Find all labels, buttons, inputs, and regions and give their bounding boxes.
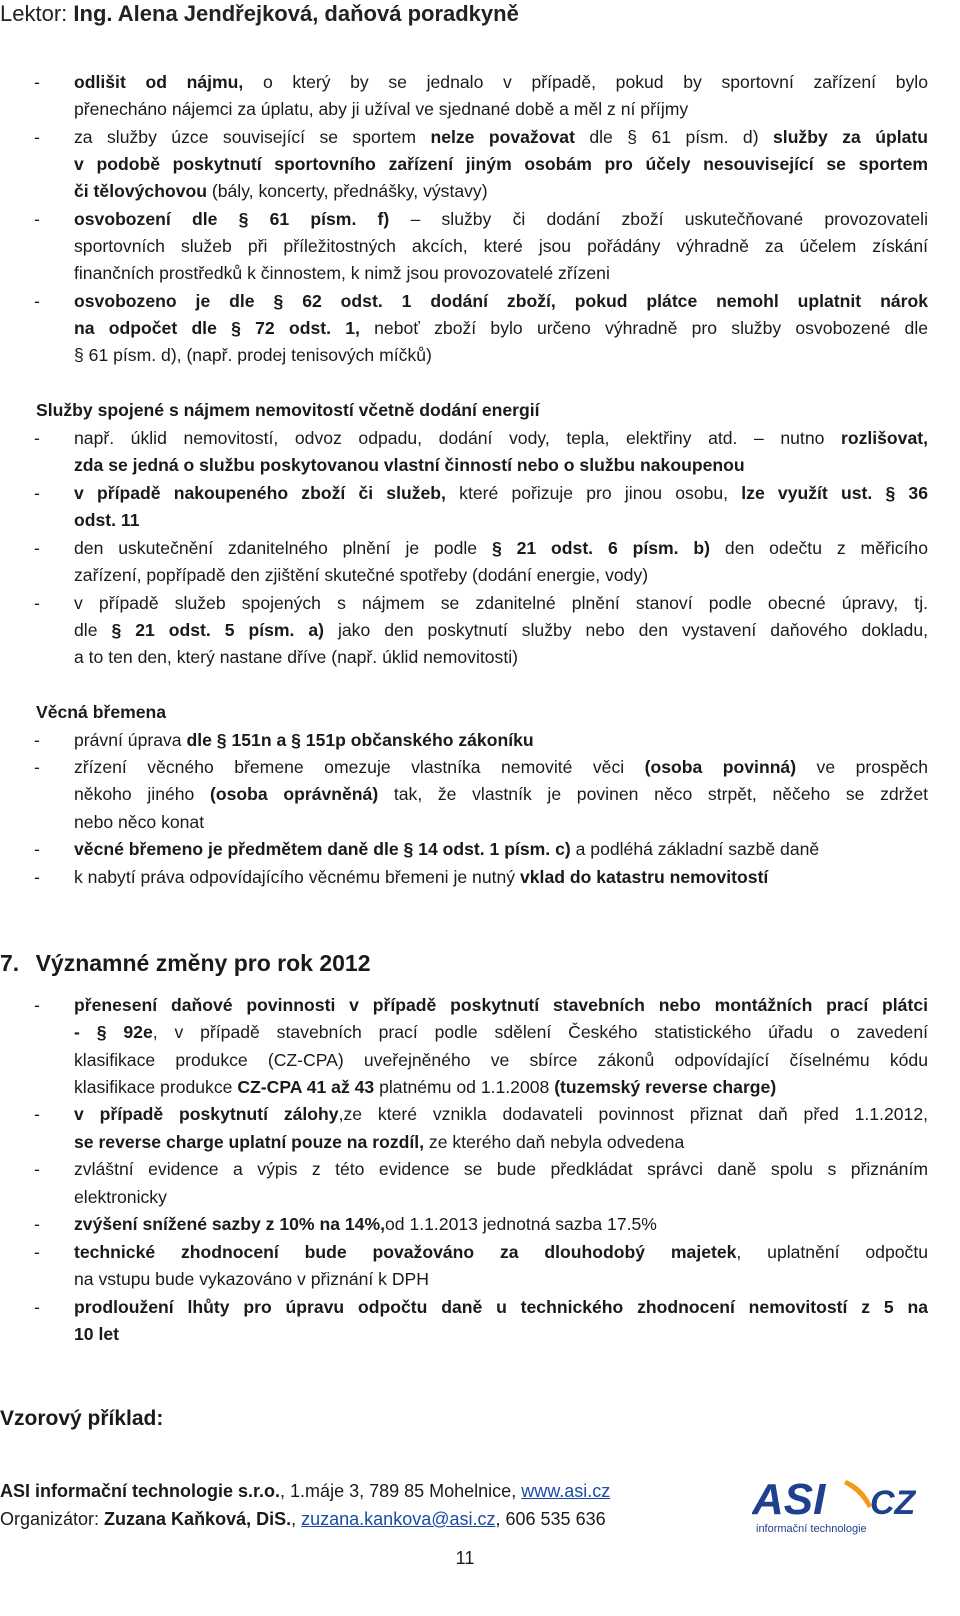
bullet-dash: - (34, 995, 40, 1015)
footer-company-line (0, 1477, 610, 1505)
bullet-dash: - (34, 428, 40, 448)
text-run: ze kterého daň nebyla odvedena (424, 1132, 685, 1152)
text-run: k nabytí práva odpovídajícího věcnému břemeni je nutný (74, 867, 520, 887)
bold-run: se reverse charge uplatní pouze na rozdíl, (74, 1132, 425, 1152)
paragraph-line (74, 991, 928, 1019)
bold-run: (tuzemský reverse charge) (554, 1077, 777, 1097)
paragraph-line (74, 753, 928, 781)
paragraph-line (74, 1293, 928, 1321)
bullet-dash: - (34, 593, 40, 613)
section-number: 7. (0, 950, 20, 976)
bold-run: technické zhodnocení bude považováno za dlouhodobý majetek (74, 1242, 737, 1262)
section-title: Významné změny pro rok 2012 (35, 950, 371, 976)
paragraph-line (74, 1183, 928, 1211)
text-run: § 61 písm. d), (např. prodej tenisových míčků) (74, 345, 432, 365)
bold-run: § 21 odst. 5 písm. a) (111, 620, 325, 640)
bold-run: na odpočet dle § 72 odst. 1, (74, 318, 360, 338)
text-run: den uskutečnění zdanitelného plnění je podle (74, 538, 492, 558)
text-run: které pořizuje pro jinou osobu, (445, 483, 742, 503)
footer-company: ASI informační technologie s.r.o. (0, 1481, 281, 1501)
paragraph-line (74, 314, 928, 342)
bold-run: CZ-CPA 41 až 43 (237, 1077, 375, 1097)
text-run: zvláštní evidence a výpis z této evidence se bude předkládat správci daně spolu s přiznáním (74, 1159, 928, 1179)
paragraph-line (74, 534, 928, 562)
paragraph-line (74, 479, 928, 507)
bullet-dash: - (34, 209, 40, 229)
text-run: , uplatnění odpočtu (736, 1242, 928, 1262)
text-run: např. úklid nemovitostí, odvoz odpadu, dodání vody, tepla, elektřiny atd. – nutno (74, 428, 841, 448)
section-heading-bremena: Věcná břemena (36, 702, 167, 722)
bold-run: zda se jedná o službu poskytovanou vlastní činností nebo o službu nakoupenou (74, 455, 745, 475)
section-heading-najem: Služby spojené s nájmem nemovitostí včetně dodání energií (36, 400, 540, 420)
text-run: platnému od 1.1.2008 (374, 1077, 555, 1097)
text-run: elektronicky (74, 1187, 167, 1207)
text-run: dle (74, 620, 112, 640)
bullet-dash: - (34, 867, 40, 887)
text-run: přenecháno nájemci za úplatu, aby ji užíval ve sjednané době a měl z ní příjmy (74, 99, 689, 119)
lector-name: Ing. Alena Jendřejková, daňová poradkyně (73, 1, 519, 26)
text-run: právní úprava (74, 730, 187, 750)
paragraph-line (74, 95, 928, 123)
paragraph-line (74, 863, 928, 891)
text-run: ve prospěch (796, 757, 928, 777)
paragraph-line (74, 726, 928, 754)
paragraph-line (74, 808, 928, 836)
footer-phone: , 606 535 636 (495, 1509, 606, 1529)
text-run: (bály, koncerty, přednášky, výstavy) (206, 181, 488, 201)
bullet-dash: - (34, 1242, 40, 1262)
text-run: , v případě stavebních prací podle sdělení Českého statistického úřadu o zavedení (152, 1022, 928, 1042)
bullet-dash: - (34, 483, 40, 503)
paragraph-line (74, 780, 928, 808)
bullet-dash: - (34, 1159, 40, 1179)
paragraph-line (74, 1320, 928, 1348)
logo-cz-text: CZ (870, 1484, 916, 1522)
bold-run: v podobě poskytnutí sportovního zařízení jiným osobám pro účely nesouvisející se sportem (74, 154, 928, 174)
text-run: zařízení, popřípadě den zjištění skutečné spotřeby (dodání energie, vody) (74, 565, 649, 585)
paragraph-line (74, 424, 928, 452)
bullet-dash: - (34, 1104, 40, 1124)
footer-web-link[interactable]: www.asi.cz (521, 1481, 611, 1501)
paragraph-line (74, 643, 928, 671)
bold-run: odst. 11 (74, 510, 140, 530)
bold-run: věcné břemeno je předmětem daně dle § 14 odst. 1 písm. c) (74, 839, 571, 859)
paragraph-line (74, 259, 928, 287)
bullet-dash: - (34, 1214, 40, 1234)
text-run: v případě služeb spojených s nájmem se zdanitelné plnění stanoví podle obecné úpravy, tj. (74, 593, 928, 613)
logo-swoosh (844, 1480, 872, 1508)
bold-run: - § 92e (74, 1022, 153, 1042)
bullet-dash: - (34, 72, 40, 92)
paragraph-line (74, 341, 928, 369)
text-run: dle § 61 písm. d) (574, 127, 774, 147)
bullet-dash: - (34, 538, 40, 558)
text-run: zřízení věcného břemene omezuje vlastníka nemovité věci (74, 757, 645, 777)
paragraph-line (74, 1073, 928, 1101)
paragraph-line (74, 68, 928, 96)
paragraph-line (74, 1155, 928, 1183)
section-7-title (0, 948, 371, 978)
bullet-dash: - (34, 1297, 40, 1317)
text-run: jako den poskytnutí služby nebo den vystavení daňového dokladu, (324, 620, 928, 640)
paragraph-line (74, 835, 928, 863)
text-run: a podléhá základní sazbě daně (570, 839, 820, 859)
paragraph-line (74, 1265, 928, 1293)
paragraph-line (74, 177, 928, 205)
text-run: – služby či dodání zboží uskutečňované provozovateli (389, 209, 928, 229)
paragraph-line (74, 1100, 928, 1128)
bold-run: rozlišovat, (840, 428, 928, 448)
text-run: den odečtu z měřicího (710, 538, 928, 558)
bold-run: osvobozeno je dle § 62 odst. 1 dodání zboží, pokud plátce nemohl uplatnit nárok (74, 291, 928, 311)
bold-run: lze využít ust. § 36 (741, 483, 928, 503)
paragraph-line (74, 561, 928, 589)
bullet-dash: - (34, 839, 40, 859)
paragraph-line (74, 123, 928, 151)
logo-main-text: ASI (752, 1475, 826, 1524)
bold-run: (osoba povinná) (644, 757, 797, 777)
text-run: o který by se jednalo v případě, pokud by sportovní zařízení bylo (243, 72, 928, 92)
bold-run: prodloužení lhůty pro úpravu odpočtu daně u technického zhodnocení nemovitostí z 5 na (74, 1297, 928, 1317)
paragraph-line (74, 1046, 928, 1074)
text-run: tak, že vlastník je povinen něco strpět, něčeho se zdržet (378, 784, 928, 804)
footer-address: , 1.máje 3, 789 85 Mohelnice, (280, 1481, 522, 1501)
paragraph-line (74, 589, 928, 617)
bold-run: v případě nakoupeného zboží či služeb, (74, 483, 446, 503)
paragraph-line (74, 1128, 928, 1156)
paragraph-line (74, 451, 928, 479)
text-run: někoho jiného (74, 784, 211, 804)
text-run: ,ze které vznikla dodavateli povinnost přiznat daň před 1.1.2012, (338, 1104, 928, 1124)
paragraph-line (74, 232, 928, 260)
paragraph-line (74, 1018, 928, 1046)
paragraph-line (74, 1210, 928, 1238)
text-run: za služby úzce související se sportem (74, 127, 431, 147)
text-run: neboť zboží bylo určeno výhradně pro služby osvobozené dle (359, 318, 928, 338)
text-run: od 1.1.2013 jednotná sazba 17.5% (384, 1214, 657, 1234)
text-run: finančních prostředků k činnostem, k nimž jsou provozovatelé zřízeni (74, 263, 610, 283)
bullet-dash: - (34, 291, 40, 311)
paragraph-line (74, 205, 928, 233)
bold-run: § 21 odst. 6 písm. b) (491, 538, 711, 558)
paragraph-line (74, 506, 928, 534)
bold-run: dle § 151n a § 151p občanského zákoníku (186, 730, 534, 750)
bold-run: přenesení daňové povinnosti v případě poskytnutí stavebních nebo montážních prací plátci (74, 995, 928, 1015)
bold-run: osvobození dle § 61 písm. f) (74, 209, 390, 229)
text-run: a to ten den, který nastane dříve (např. úklid nemovitosti) (74, 647, 518, 667)
footer-email-link[interactable]: zuzana.kankova@asi.cz (301, 1509, 496, 1529)
text-run: klasifikace produkce (CZ-CPA) uveřejněného ve sbírce zákonů odpovídající číselnému kódu (74, 1050, 928, 1070)
paragraph-line (74, 1238, 928, 1266)
paragraph-line (74, 616, 928, 644)
example-heading: Vzorový příklad: (0, 1407, 164, 1430)
bold-run: 10 let (74, 1324, 119, 1344)
paragraph-line (74, 287, 928, 315)
bold-run: služby za úplatu (773, 127, 928, 147)
bold-run: nelze považovat (430, 127, 575, 147)
bold-run: v případě poskytnutí zálohy (74, 1104, 339, 1124)
lector-header (0, 0, 519, 28)
page-number: 11 (455, 1548, 475, 1568)
logo-tagline: informační technologie (756, 1523, 867, 1535)
footer-sep: , (291, 1509, 302, 1529)
bold-run: (osoba oprávněná) (210, 784, 379, 804)
asi-logo (752, 1474, 928, 1540)
bold-run: zvýšení snížené sazby z 10% na 14%, (74, 1214, 385, 1234)
bullet-dash: - (34, 730, 40, 750)
text-run: sportovních služeb při příležitostných akcích, které jsou pořádány výhradně za účelem získání (74, 236, 928, 256)
bold-run: vklad do katastru nemovitostí (519, 867, 769, 887)
footer-org-name: Zuzana Kaňková, DiS. (104, 1509, 292, 1529)
bold-run: či tělovýchovou (74, 181, 207, 201)
footer-org-label: Organizátor: (0, 1509, 105, 1529)
text-run: na vstupu bude vykazováno v přiznání k DPH (74, 1269, 430, 1289)
paragraph-line (74, 150, 928, 178)
text-run: klasifikace produkce (74, 1077, 238, 1097)
lector-label: Lektor: (0, 1, 68, 26)
bullet-dash: - (34, 127, 40, 147)
text-run: nebo něco konat (74, 812, 205, 832)
bullet-dash: - (34, 757, 40, 777)
footer-organizer-line (0, 1505, 606, 1533)
bold-run: odlišit od nájmu, (74, 72, 244, 92)
